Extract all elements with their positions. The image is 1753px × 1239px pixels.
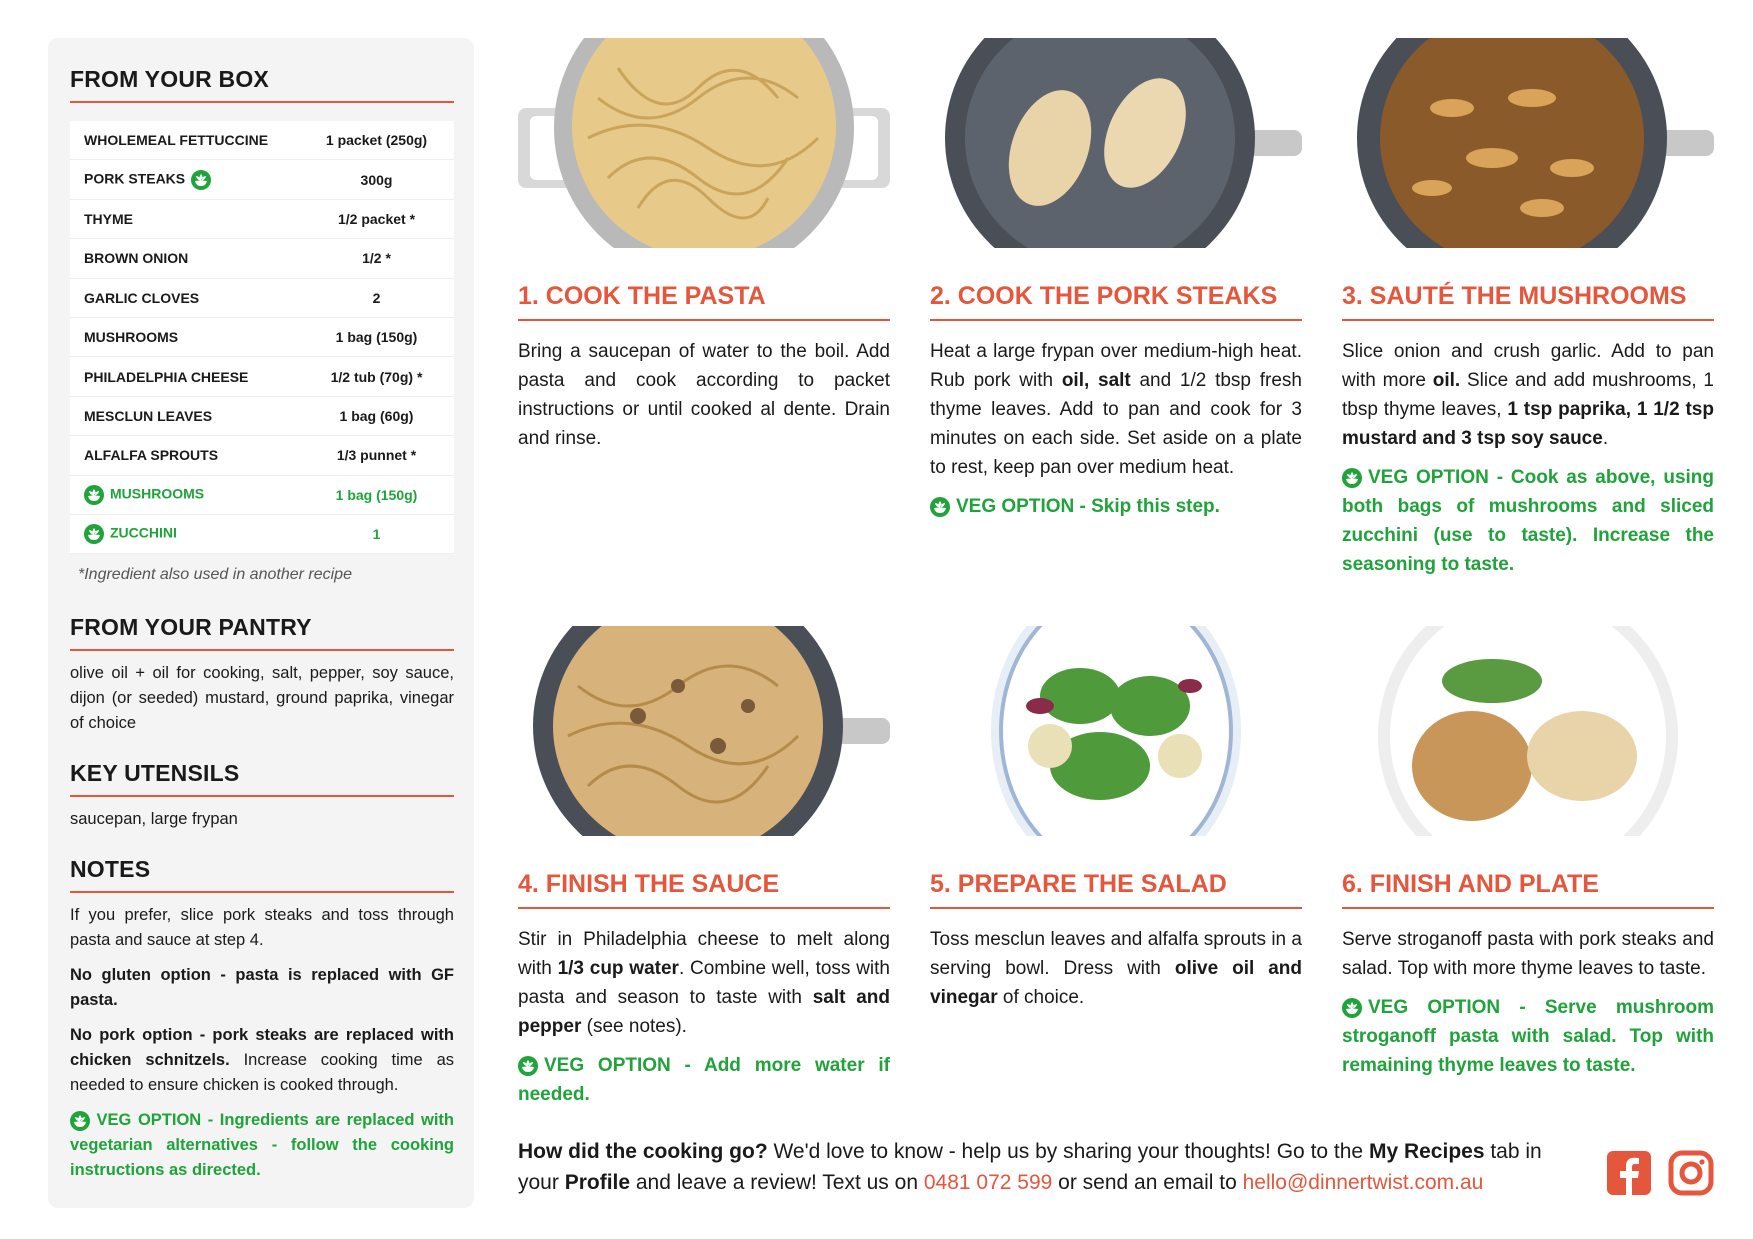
ingredient-row [70,357,454,396]
ingredient-name-cell [70,199,299,238]
veg-note-text: VEG OPTION - Ingredients are replaced with vegetarian alternatives - follow the cooking instructions as directed. [70,1111,454,1180]
step-text: . Combine well, toss with pasta and season to taste with [518,958,890,1008]
feedback-footer [518,1136,1568,1198]
recipe-step [518,38,890,453]
ingredient-quantity: 1 bag (60g) [299,396,454,435]
ingredient-name: ALFALFA SPROUTS [84,447,219,464]
step-text: of choice. [997,987,1085,1008]
no-pork-note-rest: Increase cooking time as needed to ensure chicken is cooked through. [70,1051,454,1095]
recipe-step [1342,38,1714,579]
recipe-step [518,626,890,1109]
step-text: Toss mesclun leaves and alfalfa sprouts in a serving bowl. Dress with [930,929,1302,979]
ingredient-name: MUSHROOMS [110,485,205,502]
pasta-in-colander-image [518,38,890,248]
ingredient-row [70,160,454,199]
ingredient-name-cell [70,514,299,553]
ingredient-name-cell [70,475,299,514]
step-veg-option [930,492,1302,521]
veg-option-text: VEG OPTION - Add more water if needed. [518,1055,890,1105]
feedback-text-1: We'd love to know - help us by sharing your thoughts! Go to the [767,1140,1369,1163]
veg-note [70,1108,454,1183]
notes-paragraph: If you prefer, slice pork steaks and toss through pasta and sauce at step 4. [70,906,454,950]
ingredient-name-cell [70,396,299,435]
step-veg-option [1342,993,1714,1080]
ingredient-name-cell [70,239,299,278]
ingredient-row [70,436,454,475]
step-text: Slice and add mushrooms, 1 tbsp thyme leaves, [1342,370,1714,420]
step-text: and 1/2 tbsp fresh thyme leaves. Add to pan and cook for 3 minutes on each side. Set aside on a plate to rest, keep pan over medium heat. [930,370,1302,478]
ingredient-name: GARLIC CLOVES [84,289,200,306]
ingredient-quantity: 1 packet (250g) [299,121,454,160]
ingredient-quantity: 1/2 * [299,239,454,278]
no-pork-note [70,1023,454,1098]
step-text-bold: 1 tsp paprika, 1 1/2 tsp mustard and 3 tsp soy sauce [1342,399,1714,449]
step-text-bold: oil. [1432,370,1461,391]
step-veg-option [1342,463,1714,579]
ingredient-footnote: *Ingredient also used in another recipe [78,566,352,584]
veg-leaf-icon [191,170,211,190]
veg-leaf-icon [84,485,104,505]
salad-bowl-image [930,626,1302,836]
step-title: 1. COOK THE PASTA [518,282,890,321]
ingredient-row [70,121,454,160]
no-gluten-note: No gluten option - pasta is replaced with GF pasta. [70,966,454,1010]
step-instructions [1342,337,1714,453]
step-veg-option [518,1051,890,1109]
ingredient-name: MUSHROOMS [84,329,179,346]
step-instructions [930,337,1302,482]
step-text-bold: 1/3 cup water [557,958,679,979]
step-instructions [930,925,1302,1012]
ingredient-row [70,239,454,278]
step-title: 2. COOK THE PORK STEAKS [930,282,1302,321]
ingredient-name-cell [70,121,299,160]
ingredient-row [70,475,454,514]
ingredient-row [70,396,454,435]
step-text: Heat a large frypan over medium-high heat. Rub pork with [930,341,1302,391]
veg-leaf-icon [84,524,104,544]
feedback-question: How did the cooking go? [518,1140,768,1163]
ingredient-quantity: 1 bag (150g) [299,475,454,514]
step-text: Slice onion and crush garlic. Add to pan with more [1342,341,1714,391]
veg-leaf-icon [930,497,950,517]
ingredient-quantity: 2 [299,278,454,317]
ingredient-row [70,278,454,317]
ingredient-name: PHILADELPHIA CHEESE [84,368,249,385]
stroganoff-in-pan-image [518,626,890,836]
pork-steaks-in-pan-image [930,38,1302,248]
step-title: 3. SAUTÉ THE MUSHROOMS [1342,282,1714,321]
recipe-step [930,38,1302,521]
step-text: (see notes). [581,1016,687,1037]
ingredient-row [70,199,454,238]
step-text: Serve stroganoff pasta with pork steaks and salad. Top with more thyme leaves to taste. [1342,929,1714,979]
recipe-step [1342,626,1714,1080]
ingredient-name-cell [70,436,299,475]
veg-leaf-icon [518,1056,538,1076]
step-title: 5. PREPARE THE SALAD [930,870,1302,909]
step-text-bold: olive oil and vinegar [930,958,1302,1008]
feedback-text-3: and leave a review! Text us on [630,1171,924,1194]
ingredient-quantity: 1 [299,514,454,553]
ingredient-quantity: 1/2 packet * [299,199,454,238]
ingredient-name: BROWN ONION [84,250,189,267]
email-link[interactable]: hello@dinnertwist.com.au [1242,1171,1484,1194]
veg-option-text: VEG OPTION - Serve mushroom stroganoff pasta with salad. Top with remaining thyme leaves to taste. [1342,997,1714,1076]
pantry-text: olive oil + oil for cooking, salt, pepper, soy sauce, dijon (or seeded) mustard, ground paprika, vinegar of choice [70,664,454,733]
recipe-step [930,626,1302,1012]
mushrooms-in-pan-image [1342,38,1714,248]
plated-dish-image [1342,626,1714,836]
step-text: Bring a saucepan of water to the boil. Add pasta and cook according to packet instructions or until cooked al dente. Drain and rinse. [518,341,890,449]
step-instructions [1342,925,1714,983]
ingredient-name-cell [70,357,299,396]
ingredient-name: WHOLEMEAL FETTUCCINE [84,132,269,149]
step-title: 4. FINISH THE SAUCE [518,870,890,909]
ingredient-quantity: 300g [299,160,454,199]
facebook-icon[interactable] [1606,1150,1652,1201]
ingredient-name: THYME [84,210,133,227]
step-instructions [518,337,890,453]
feedback-text-4: or send an email to [1052,1171,1243,1194]
ingredient-quantity: 1/2 tub (70g) * [299,357,454,396]
ingredient-quantity: 1/3 punnet * [299,436,454,475]
ingredient-row [70,514,454,553]
feedback-text-2: tab in your [518,1140,1542,1194]
ingredient-name: ZUCCHINI [110,524,177,541]
ingredient-name: PORK STEAKS [84,170,186,187]
ingredient-name: MESCLUN LEAVES [84,407,213,424]
ingredient-name-cell [70,317,299,356]
utensils-text: saucepan, large frypan [70,810,238,829]
step-text: Stir in Philadelphia cheese to melt along with [518,929,890,979]
ingredients-table [70,121,454,554]
notes-title: NOTES [70,856,454,893]
profile-label: Profile [564,1171,631,1194]
step-text-bold: oil, salt [1061,370,1131,391]
step-instructions [518,925,890,1041]
ingredient-row [70,317,454,356]
veg-leaf-icon [1342,998,1362,1018]
from-box-title: FROM YOUR BOX [70,66,454,103]
ingredient-quantity: 1 bag (150g) [299,317,454,356]
veg-option-text: VEG OPTION - Cook as above, using both bags of mushrooms and sliced zucchini (use to taste). Increase the seasoning to taste. [1342,467,1714,575]
ingredient-name-cell [70,160,299,199]
my-recipes-label: My Recipes [1368,1140,1485,1163]
utensils-title: KEY UTENSILS [70,760,454,797]
sidebar-panel [48,38,474,1208]
veg-leaf-icon [70,1111,90,1131]
step-text-bold: salt and pepper [518,987,890,1037]
ingredient-name-cell [70,278,299,317]
pantry-title: FROM YOUR PANTRY [70,614,454,651]
veg-leaf-icon [1342,468,1362,488]
phone-number[interactable]: 0481 072 599 [923,1171,1053,1194]
step-title: 6. FINISH AND PLATE [1342,870,1714,909]
no-pork-note-bold: No pork option - pork steaks are replaced with chicken schnitzels. [70,1026,454,1070]
instagram-icon[interactable] [1668,1150,1714,1201]
step-text: . [1602,428,1609,449]
veg-option-text: VEG OPTION - Skip this step. [956,496,1220,517]
